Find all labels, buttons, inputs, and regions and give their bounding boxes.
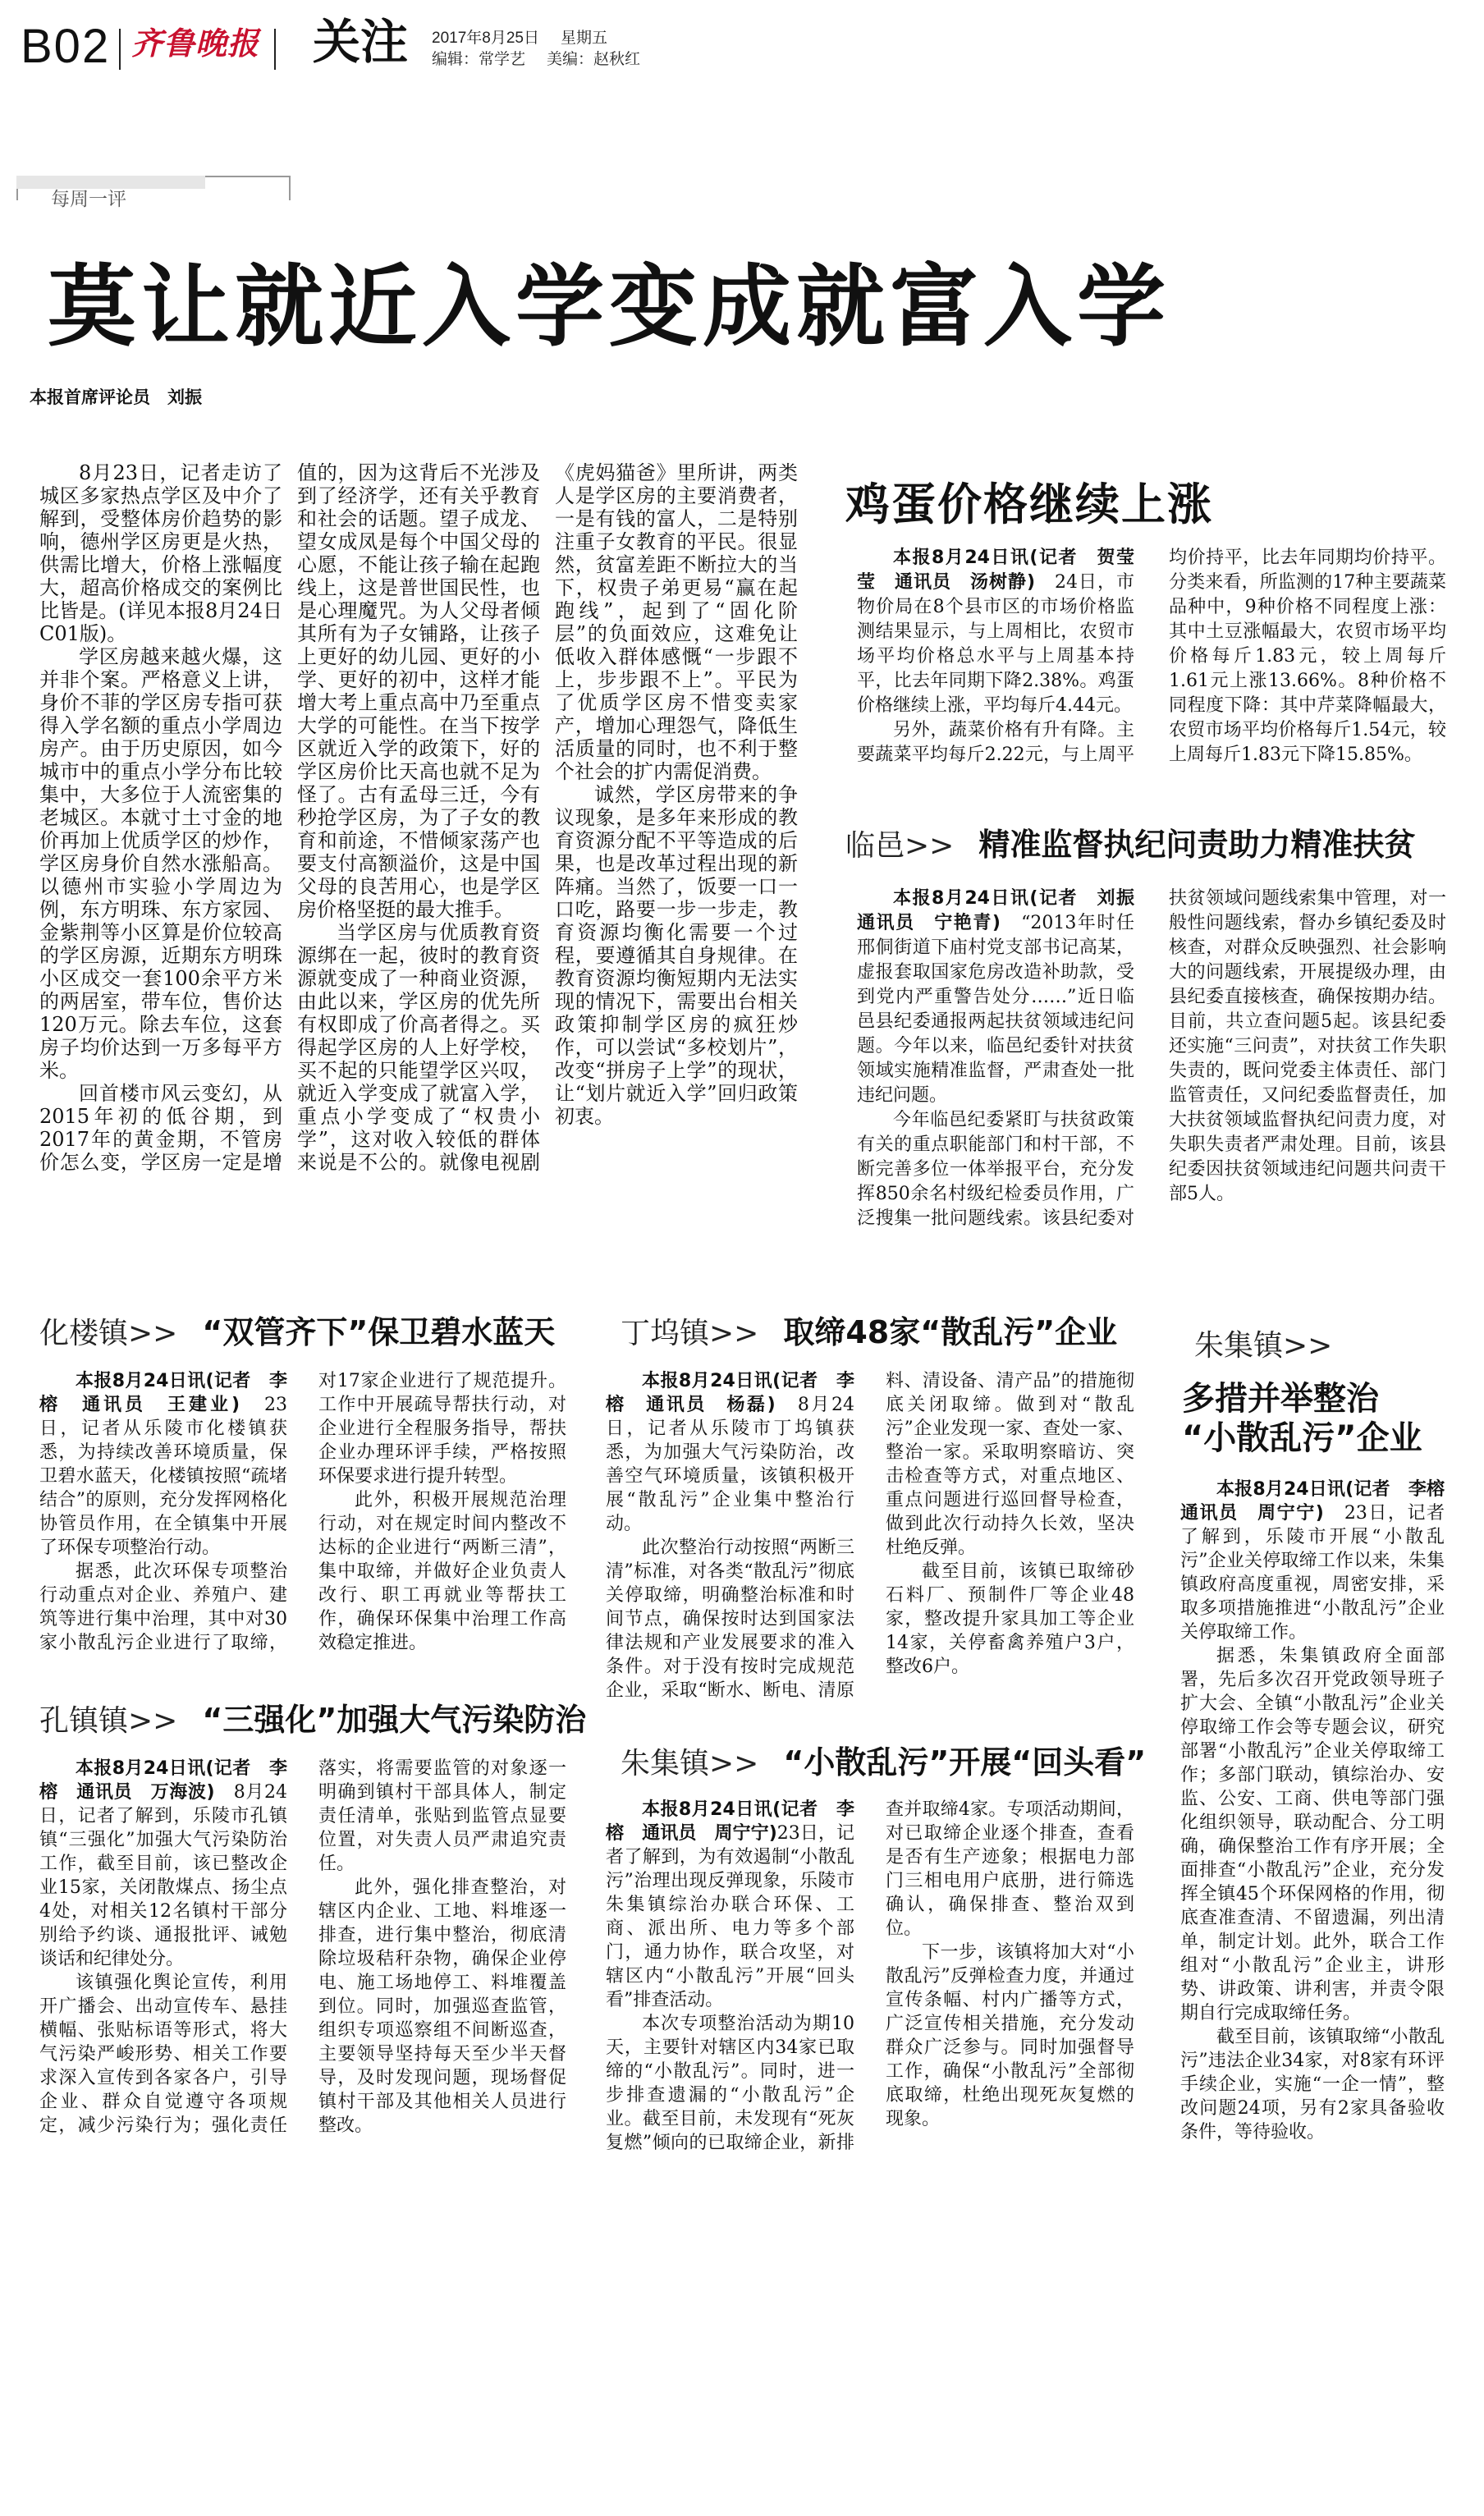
column-tag: 每周一评 (39, 190, 138, 209)
paragraph-text: 24日，市物价局在8个县市区的市场价格监测结果显示，与上周相比，农贸市场平均价格总水平与上周基本持平，比去年同期下降2.38%。鸡蛋价格继续上涨，平均每斤4.44元。 (857, 572, 1134, 716)
divider (119, 29, 121, 70)
article-title-line: “小散乱污”企业 (1182, 1419, 1422, 1457)
dateline-lead: 本报8月24日讯(记者 李榕 通讯员 周宁宁) (606, 1799, 854, 1844)
editorial-byline: 本报首席评论员 刘振 (30, 387, 202, 407)
article-kicker: 朱集镇>> (1194, 1329, 1333, 1363)
article-paragraph (318, 1488, 566, 1655)
paragraph-text: 8月23日，记者走访了城区多家热点学区及中介了解到，受整体房价趋势的影响，德州学区房更是火热，供需比增大，价格上涨幅度大，超高价格成交的案例比比皆是。(详见本报8月24日C01版)。 (39, 461, 282, 645)
zhuji-measures-article-body (1180, 1478, 1463, 2144)
article-paragraph (857, 546, 1134, 718)
paragraph-text: 23日，记者从乐陵市化楼镇获悉，为持续改善环境质量，保卫碧水蓝天，化楼镇按照“疏堵结合”的原则，充分发挥网格化协管员作用，在全镇集中开展了环保专项整治行动。 (39, 1395, 287, 1558)
kongzhen-article-header (39, 1704, 586, 1736)
designer-credit: 美编：赵秋红 (547, 50, 641, 68)
paragraph-text: 截至目前，该镇取缔“小散乱污”违法企业34家，对8家有环评手续企业，实施“一企一情”，整改问题24项，另有2家具备验收条件，等待验收。 (1180, 2027, 1445, 2142)
paragraph-text: 此外，积极开展规范治理行动，对在规定时间内整改不达标的企业进行“两断三清”，集中取缔，并做好企业负责人改行、职工再就业等帮扶工作，确保环保集中治理工作高效稳定推进。 (318, 1490, 566, 1653)
paragraph-text: 本次专项整治活动为期10天，主要针对辖区内34家已取缔的“小散乱污”。同时，进一步排查遗漏的“小散乱污”企业。截至目前，未发现有“死灰复燃”倾向的已取缔企业，新排查并取缔4家。专项活动期间，对已取缔企业逐个排查，查看是否有生产迹象；根据电力部门三相电用户底册，进行筛选确认，确保排查、整治双到位。 (606, 1799, 1134, 2153)
paragraph-text: 学区房越来越火爆，这并非个案。严格意义上讲，身价不菲的学区房专指可获得入学名额的重点小学周边房产。由于历史原因，如今城市中的重点小学分布比较集中，大多位于人流密集的老城区。本就寸土寸金的地价再加上优质学区的炒作，学区房身价自然水涨船高。以德州市实验小学周边为例，东方明珠、东方家园、金紫荆等小区算是价位较高的学区房源，近期东方明珠小区成交一套100余平方米的两居室，带车位，售价达120万元。除去车位，这套房子均价达到一万多每平方米。 (39, 645, 282, 1082)
article-paragraph (39, 461, 282, 645)
article-paragraph (39, 645, 282, 1082)
article-paragraph (606, 1798, 854, 2012)
paragraph-text: 当学区房与优质教育资源绑在一起，彼时的教育资源就变成了一种商业资源，由此以来，学区房的优先所有权即成了价高者得之。买得起学区房的人上好学校，买不起的只能望学区兴叹，就近入学变成了就富入学，重点小学变成了“权贵小学”，这对收入较低的群体来说是不公的。就像电视剧《虎妈猫爸》里所讲，两类人是学区房的主要消费者，一是有钱的富人，二是特别注重子女教育的平民。很显然，贫富差距不断拉大的当下，权贵子弟更易“赢在起跑线”，起到了“固化阶层”的负面效应，这难免让低收入群体感慨“一步跟不上，步步跟不上”。平民为了优质学区房不惜变卖家产，增加心理怨气，降低生活质量的同时，也不利于整个社会的扩内需促消费。 (297, 461, 798, 1174)
article-paragraph (1180, 1644, 1445, 2025)
editorial-headline: 莫让就近入学变成就富入学 (48, 256, 1171, 359)
issue-date: 2017年8月25日 (432, 30, 539, 47)
article-title: “小散乱污”开展“回头看” (783, 1744, 1147, 1780)
article-kicker: 临邑>> (845, 829, 955, 863)
article-title: “双管齐下”保卫碧水蓝天 (202, 1314, 556, 1350)
paragraph-text: 此次整治行动按照“两断三清”标准，对各类“散乱污”彻底关停取缔，明确整治标准和时间节点，确保按时达到国家法律法规和产业发展要求的准入条件。对于没有按时完成规范企业，采取“断水、断电、清原料、清设备、清产品”的措施彻底关闭取缔。做到对“散乱污”企业发现一家、查处一家、整治一家。采取明察暗访、突击检查等方式，对重点地区、重点问题进行巡回督导检查，做到此次行动持久长效，坚决杜绝反弹。 (606, 1371, 1134, 1701)
zhuji-review-article-body (606, 1798, 1134, 2155)
paragraph-text: 截至目前，该镇已取缔砂石料厂、预制件厂等企业48家，整改提升家具加工等企业14家，关停畜禽养殖户3户，整改6户。 (886, 1561, 1134, 1677)
article-paragraph (318, 1876, 566, 2138)
paragraph-text: 8月24日，记者从乐陵市丁坞镇获悉，为加强大气污染防治，改善空气环境质量，该镇积极开展“散乱污”企业集中整治行动。 (606, 1395, 854, 1534)
issue-meta (432, 28, 662, 70)
dingwu-article-header (621, 1314, 1118, 1350)
paragraph-text: 诚然，学区房带来的争议现象，是多年来形成的教育资源分配不平等造成的后果，也是改革过程出现的新阵痛。当然了，饭要一口一口吃，路要一步一步走，教育资源均衡化需要一个过程，要遵循其自身规律。在教育资源均衡短期内无法实现的情况下，需要出台相关政策抑制学区房的疯狂炒作，可以尝试“多校划片”，改变“拼房子上学”的现状，让“划片就近入学”回归政策初衷。 (555, 783, 798, 1128)
issue-weekday: 星期五 (560, 30, 607, 47)
column-tag-shade (16, 176, 205, 189)
paragraph-text: 回首楼市风云变幻，从2015年初的低谷期，到2017年的黄金期，不管房价怎么变，学区房一定是增值的，因为这背后不光涉及到了经济学，还有关乎教育和社会的话题。望子成龙、望女成凤是每个中国父母的心愿，不能让孩子输在起跑线上，这是普世国民性，也是心理魔咒。为人父母者倾其所有为子女铺路，让孩子上更好的幼儿园、更好的小学、更好的初中，这样才能增大考上重点高中乃至重点大学的可能性。在当下按学区就近入学的政策下，好的学区房价比天高也就不足为怪了。古有孟母三迁，今有秒抢学区房，为了子女的教育和前途，不惜倾家荡产也要支付高额溢价，这是中国父母的良苦用心，也是学区房价格坚挺的最大推手。 (39, 461, 540, 1174)
article-kicker: 丁坞镇>> (621, 1317, 759, 1350)
newspaper-logo: 齐鲁晚报 (131, 25, 260, 62)
paragraph-text: 据悉，朱集镇政府全面部署，先后多次召开党政领导班子扩大会、全镇“小散乱污”企业关停取缔工作会等专题会议，研究部署“小散乱污”企业关停取缔工作；多部门联动，镇综治办、安监、公安、工商、供电等部门强化组织领导，联动配合、分工明确，确保整治工作有序开展；全面排查“小散乱污”企业，充分发挥全镇45个环保网格的作用，彻底查准查清、不留遗漏，列出清单，制定计划。此外，联合工作组对“小散乱污”企业主，讲形势、讲政策、讲利害，并责令限期自行完成取缔任务。 (1180, 1646, 1445, 2023)
zhuji-review-article-header (621, 1744, 1147, 1780)
egg-article-title: 鸡蛋价格继续上涨 (845, 479, 1213, 530)
paragraph-text: 该镇强化舆论宣传，利用开广播会、出动宣传车、悬挂横幅、张贴标语等形式，将大气污染严峻形势、相关工作要求深入宣传到各家各户，引导企业、群众自觉遵守各项规定，减少污染行为；强化责任落实，将需要监管的对象逐一明确到镇村干部具体人，制定责任清单，张贴到监管点显要位置，对失责人员严肃追究责任。 (39, 1758, 566, 2136)
article-paragraph (606, 1369, 854, 1536)
article-kicker: 朱集镇>> (621, 1747, 759, 1780)
paragraph-text: “2013年时任邢侗街道下庙村党支部书记高某，虚报套取国家危房改造补助款，受到党内严重警告处分……”近日临邑县纪委通报两起扶贫领域违纪问题。今年以来，临邑纪委针对扶贫领域实施精准监督，严肃查处一批违纪问题。 (857, 913, 1134, 1106)
kongzhen-article-body (39, 1757, 566, 2138)
dateline-lead: 本报8月24日讯(记者 李榕 通讯员 周宁宁) (1180, 1479, 1463, 1524)
article-paragraph (39, 1369, 287, 1560)
editorial-body (39, 461, 798, 1174)
paragraph-text: 今年临邑纪委紧盯与扶贫政策有关的重点职能部门和村干部，不断完善多位一体举报平台，充分发挥850余名村级纪检委员作用，广泛搜集一批问题线索。该县纪委对扶贫领域问题线索集中管理，对一般性问题线索，督办乡镇纪委及时核查，对群众反映强烈、社会影响大的问题线索，开展提级办理，由县纪委直接核查，确保按期办结。目前，共立查问题5起。该县纪委还实施“三问责”，对扶贫工作失职失责的，既问党委主体责任、部门监管责任，又问纪委监督责任，加大扶贫领域监督执纪问责力度，对失职失责者严肃处理。目前，该县纪委因扶贫领域违纪问题共问责干部5人。 (857, 888, 1446, 1229)
dateline-lead: 本报8月24日讯(记者 李榕 通讯员 万海波) (39, 1758, 287, 1803)
paragraph-text: 23日，记者了解到，乐陵市开展“小散乱污”企业关停取缔工作以来，朱集镇政府高度重视，周密安排，采取多项措施推进“小散乱污”企业关停取缔工作。 (1180, 1503, 1445, 1643)
section-title: 关注 (313, 14, 409, 70)
page-number: B02 (21, 20, 111, 73)
dateline-lead: 本报8月24日讯(记者 贺莹莹 通讯员 汤树静) (857, 548, 1134, 593)
dateline-lead: 本报8月24日讯(记者 刘振 通讯员 宁艳青) (857, 888, 1153, 933)
editor-credit: 编辑：常学艺 (432, 50, 526, 68)
article-paragraph (1180, 1478, 1463, 1644)
hualou-article-header (39, 1314, 556, 1350)
divider (274, 29, 276, 70)
zhuji-measures-article-title (1182, 1379, 1422, 1458)
dateline-lead: 本报8月24日讯(记者 李榕 通讯员 杨磊) (606, 1371, 854, 1415)
paragraph-text: 此外，强化排查整治，对辖区内企业、工地、料堆逐一排查，进行集中整治，彻底清除垃圾秸秆杂物，确保企业停电、施工场地停工、料堆覆盖到位。同时，加强巡查监管，组织专项巡察组不间断巡查，主要领导坚持每天至少半天督导，及时发现问题，现场督促镇村干部及其他相关人员进行整改。 (318, 1877, 566, 2136)
article-paragraph (555, 783, 798, 1128)
dateline-lead: 本报8月24日讯(记者 李榕 通讯员 王建业) (39, 1371, 287, 1415)
article-title: “三强化”加强大气污染防治 (202, 1702, 587, 1738)
article-title-line: 多措并举整治 (1182, 1380, 1379, 1418)
article-paragraph (857, 887, 1153, 1108)
paragraph-text: 8月24日，记者了解到，乐陵市孔镇镇“三强化”加强大气污染防治工作，截至目前，该已整改企业15家，关闭散煤点、扬尘点4处，对相关12名镇村干部分别给予约谈、通报批评、诫勉谈话和纪律处分。 (39, 1782, 287, 1969)
paragraph-text: 另外，蔬菜价格有升有降。主要蔬菜平均每斤2.22元，与上周平均价持平，比去年同期均价持平。分类来看，所监测的17种主要蔬菜品种中，9种价格不同程度上涨：其中土豆涨幅最大，农贸市场平均价格每斤1.83元，较上周每斤1.61元上涨13.66%。8种价格不同程度下降：其中芹菜降幅最大，农贸市场平均价格每斤1.54元，较上周每斤1.83元下降15.85%。 (857, 548, 1446, 765)
paragraph-text: 下一步，该镇将加大对“小散乱污”反弹检查力度，并通过宣传条幅、村内广播等方式，广泛宣传相关措施，充分发动群众广泛参与。同时加强督导工作，确保“小散乱污”全部彻底取缔，杜绝出现死灰复燃的现象。 (886, 1942, 1134, 2129)
article-title: 取缔48家“散乱污”企业 (783, 1314, 1118, 1350)
article-paragraph (886, 1560, 1134, 1679)
article-title: 精准监督执纪问责助力精准扶贫 (978, 827, 1416, 863)
article-kicker: 孔镇镇>> (39, 1704, 178, 1738)
article-paragraph (1180, 2025, 1445, 2144)
linyi-article-body (857, 887, 1446, 1231)
article-paragraph (886, 1941, 1134, 2131)
article-paragraph (39, 1757, 287, 1971)
egg-article-body (857, 546, 1446, 768)
paragraph-text: 23日，记者了解到，为有效遏制“小散乱污”治理出现反弹现象，乐陵市朱集镇综治办联合环保、工商、派出所、电力等多个部门，通力协作，联合攻坚，对辖区内“小散乱污”开展“回头看”排查活动。 (606, 1823, 854, 2010)
article-kicker: 化楼镇>> (39, 1317, 178, 1350)
linyi-article-header (845, 829, 1415, 861)
hualou-article-body (39, 1369, 566, 1655)
dingwu-article-body (606, 1369, 1134, 1703)
paragraph-text: 据悉，此次环保专项整治行动重点对企业、养殖户、建筑等进行集中治理，其中对30家小散乱污企业进行了取缔，对17家企业进行了规范提升。工作中开展疏导帮扶行动，对企业进行全程服务指导，帮扶企业办理环评手续，严格按照环保要求进行提升转型。 (39, 1371, 566, 1653)
